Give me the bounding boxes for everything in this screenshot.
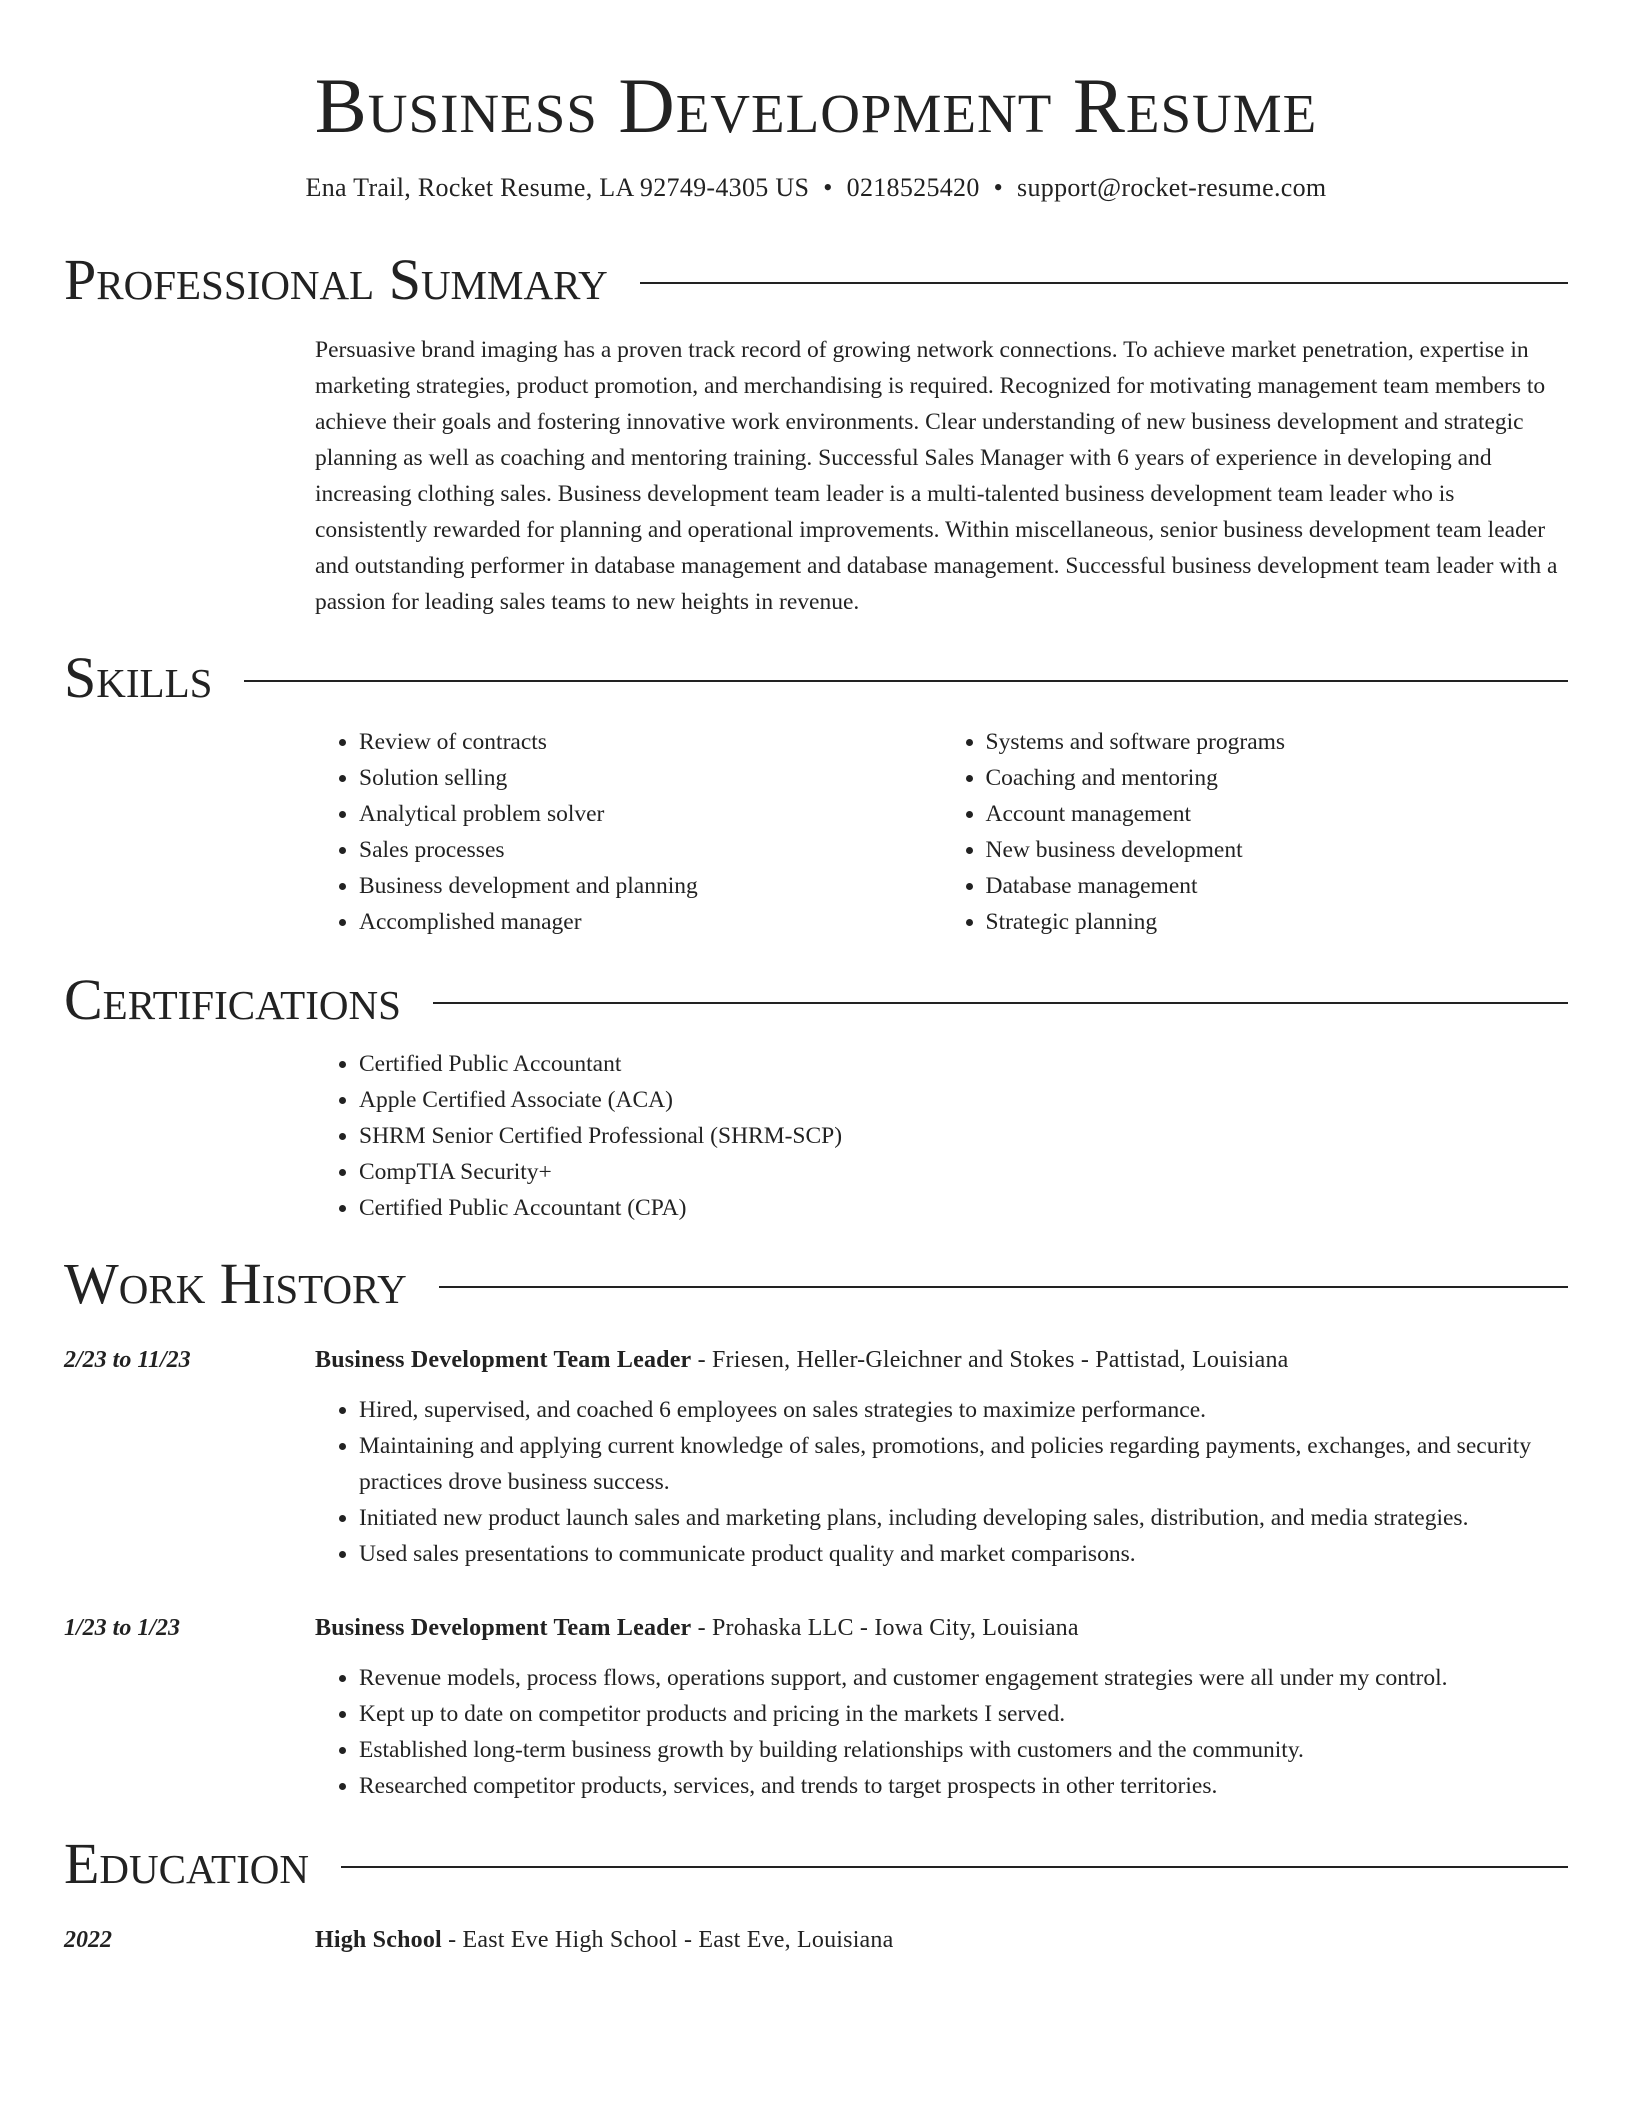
- list-item: • Researched competitor products, services, and trends to target prospects in other territories.: [359, 1768, 1568, 1804]
- job-title: Business Development Team Leader: [315, 1615, 692, 1641]
- education-entry: [64, 1922, 1568, 1958]
- contact-address: Ena Trail, Rocket Resume, LA 92749-4305 US: [305, 173, 810, 202]
- education-heading: [315, 1922, 893, 1958]
- list-item: • New business development: [986, 832, 1569, 868]
- job-company: - Friesen, Heller-Gleichner and Stokes - Pattistad, Louisiana: [691, 1347, 1289, 1373]
- section-title: Education: [64, 1831, 309, 1896]
- list-item: • Review of contracts: [359, 724, 942, 760]
- education-section-header: [64, 1832, 1568, 1896]
- contact-email[interactable]: support@rocket-resume.com: [1017, 173, 1327, 202]
- list-item: • Accomplished manager: [359, 904, 942, 940]
- section-divider: [439, 1286, 1568, 1288]
- education-year: 2022: [64, 1927, 112, 1953]
- section-title: Professional Summary: [64, 247, 608, 312]
- list-item: • Initiated new product launch sales and marketing plans, including developing sales, distribution, and media strategies.: [359, 1500, 1568, 1536]
- list-item: • Solution selling: [359, 760, 942, 796]
- certifications-section-header: [64, 968, 1568, 1032]
- resume-title: Business Development Resume: [314, 62, 1318, 149]
- resume-page: [64, 0, 1568, 1958]
- job-entry-header: [64, 1342, 1568, 1378]
- list-item: • Sales processes: [359, 832, 942, 868]
- list-item: • Business development and planning: [359, 868, 942, 904]
- list-item: • Apple Certified Associate (ACA): [359, 1082, 1568, 1118]
- skills-list: [315, 724, 1568, 940]
- summary-text: Persuasive brand imaging has a proven track record of growing network connections. To achieve market penetration, expertise in marketing strategies, product promotion, and merchandising is required. Recognized for motivating management team members to achieve their goals and fostering innovative work environments. Clear understanding of new business development and strategic planning as well as coaching and mentoring training. Successful Sales Manager with 6 years of experience in developing and increasing clothing sales. Business development team leader is a multi-talented business development team leader who is consistently rewarded for planning and operational improvements. Within miscellaneous, senior business development team leader and outstanding performer in database management and database management. Successful business development team leader with a passion for leading sales teams to new heights in revenue.: [315, 337, 1558, 615]
- job-heading: [315, 1342, 1289, 1378]
- list-item: • Certified Public Accountant: [359, 1046, 1568, 1082]
- job-entry-header: [64, 1610, 1568, 1646]
- skills-column-left: [315, 724, 942, 940]
- contact-phone: 0218525420: [846, 173, 980, 202]
- job-company: - Prohaska LLC - Iowa City, Louisiana: [691, 1615, 1079, 1641]
- list-item: • Kept up to date on competitor products and pricing in the markets I served.: [359, 1696, 1568, 1732]
- bullet-separator: •: [823, 173, 833, 202]
- job-title: Business Development Team Leader: [315, 1347, 692, 1373]
- education-degree: High School: [315, 1927, 442, 1953]
- list-item: • Used sales presentations to communicate product quality and market comparisons.: [359, 1536, 1568, 1572]
- job-bullets: [315, 1392, 1568, 1572]
- list-item: • Systems and software programs: [986, 724, 1569, 760]
- section-divider: [341, 1866, 1568, 1868]
- list-item: • Established long-term business growth by building relationships with customers and the community.: [359, 1732, 1568, 1768]
- education-school: - East Eve High School - East Eve, Louisiana: [441, 1927, 894, 1953]
- bullet-separator: •: [993, 173, 1004, 202]
- section-title: Work History: [64, 1251, 407, 1316]
- contact-line: [64, 172, 1568, 204]
- list-item: • Database management: [986, 868, 1569, 904]
- list-item: • Account management: [986, 796, 1569, 832]
- section-divider: [244, 680, 1568, 682]
- list-item: • Hired, supervised, and coached 6 employees on sales strategies to maximize performance.: [359, 1392, 1568, 1428]
- section-title: Certifications: [64, 967, 401, 1032]
- list-item: • CompTIA Security+: [359, 1154, 1568, 1190]
- list-item: • Maintaining and applying current knowledge of sales, promotions, and policies regarding payments, exchanges, and security practices drove business success.: [359, 1428, 1568, 1500]
- skills-section-header: [64, 646, 1568, 710]
- list-item: • Revenue models, process flows, operations support, and customer engagement strategies were all under my control.: [359, 1660, 1568, 1696]
- section-divider: [640, 282, 1568, 284]
- list-item: • Analytical problem solver: [359, 796, 942, 832]
- section-title: Skills: [64, 645, 213, 710]
- job-heading: [315, 1610, 1079, 1646]
- work-history-section-header: [64, 1252, 1568, 1316]
- list-item: • Certified Public Accountant (CPA): [359, 1190, 1568, 1226]
- job-bullets: [315, 1660, 1568, 1804]
- section-divider: [433, 1002, 1568, 1004]
- job-dates: 1/23 to 1/23: [64, 1615, 181, 1641]
- summary-section-header: [64, 248, 1568, 312]
- job-dates: 2/23 to 11/23: [64, 1347, 191, 1373]
- certifications-list: [315, 1046, 1568, 1226]
- list-item: • SHRM Senior Certified Professional (SHRM-SCP): [359, 1118, 1568, 1154]
- list-item: • Coaching and mentoring: [986, 760, 1569, 796]
- skills-column-right: [942, 724, 1569, 940]
- list-item: • Strategic planning: [986, 904, 1569, 940]
